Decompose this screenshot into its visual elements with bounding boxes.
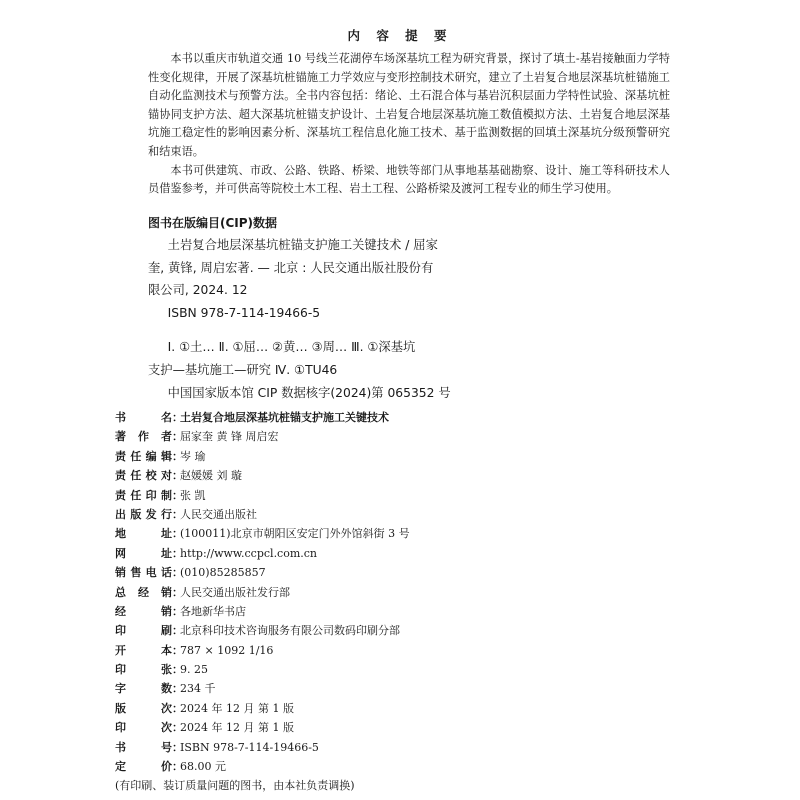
info-label: 网址	[115, 546, 172, 560]
info-row	[115, 427, 715, 446]
info-row	[115, 718, 715, 737]
info-label: 销售电话	[115, 566, 172, 580]
info-label: 著作者	[115, 430, 172, 444]
info-label: 定价	[115, 760, 172, 774]
summary-title: 内 容 提 要	[347, 28, 453, 43]
cip-line: 土岩复合地层深基坑桩锚支护施工关键技术 / 屈家	[167, 238, 438, 252]
info-colon: ：	[172, 721, 183, 735]
info-label: 责任校对	[115, 469, 172, 483]
info-label: 书号	[115, 740, 172, 754]
info-row	[115, 583, 715, 602]
info-label: 印次	[115, 721, 172, 735]
info-colon: ：	[172, 760, 183, 774]
info-colon: ：	[172, 624, 183, 638]
info-row	[115, 408, 715, 427]
info-row	[115, 447, 715, 466]
info-value: 人民交通出版社	[180, 507, 257, 521]
info-label: 字数	[115, 682, 172, 696]
info-label: 版次	[115, 701, 172, 715]
info-colon: ：	[172, 643, 183, 657]
info-label: 开本	[115, 643, 172, 657]
quality-note: (有印刷、装订质量问题的图书，由本社负责调换)	[115, 779, 355, 793]
info-row	[115, 660, 715, 679]
info-label: 书名	[115, 411, 172, 424]
info-row	[115, 486, 715, 505]
info-value: 人民交通出版社发行部	[180, 585, 290, 599]
info-colon: ：	[172, 527, 183, 541]
info-row	[115, 544, 715, 563]
info-row	[115, 641, 715, 660]
info-colon: ：	[172, 663, 183, 677]
info-row	[115, 699, 715, 718]
info-value: 张 凯	[180, 488, 206, 502]
info-colon: ：	[172, 740, 183, 754]
info-label: 出版发行	[115, 507, 172, 521]
info-colon: ：	[172, 682, 183, 696]
summary-paragraph: 本书可供建筑、市政、公路、铁路、桥梁、地铁等部门从事地基基础勘察、设计、施工等科研技术人员借鉴参考，并可供高等院校土木工程、岩土工程、公路桥梁及渡河工程专业的师生学习使用。	[148, 163, 670, 196]
summary-text	[148, 50, 670, 199]
info-row	[115, 466, 715, 485]
info-colon: ：	[172, 469, 183, 483]
publication-info	[115, 408, 715, 796]
info-row	[115, 524, 715, 543]
info-label: 印张	[115, 663, 172, 677]
info-colon: ：	[172, 566, 183, 580]
info-value: 屈家奎 黄 锋 周启宏	[180, 430, 279, 444]
info-row	[115, 621, 715, 640]
info-value: 北京科印技术咨询服务有限公司数码印刷分部	[180, 624, 400, 638]
info-colon: ：	[172, 507, 183, 521]
info-value: 各地新华书店	[180, 604, 246, 618]
info-label: 责任编辑	[115, 449, 172, 463]
info-value: (100011)北京市朝阳区安定门外外馆斜街 3 号	[180, 527, 410, 541]
info-row	[115, 563, 715, 582]
info-value: 赵媛媛 刘 璇	[180, 469, 242, 483]
info-value: http://www.ccpcl.com.cn	[180, 546, 318, 560]
info-row	[115, 738, 715, 757]
info-label: 印刷	[115, 624, 172, 638]
info-colon: ：	[172, 449, 183, 463]
info-value: 2024 年 12 月 第 1 版	[180, 721, 294, 735]
cip-line: 奎, 黄锋, 周启宏著. — 北京 : 人民交通出版社股份有	[148, 260, 434, 275]
cip-spacer	[148, 324, 478, 336]
info-label: 总经销	[115, 585, 172, 599]
cip-line: 限公司, 2024. 12	[148, 283, 248, 298]
info-row	[115, 602, 715, 621]
info-colon: ：	[172, 488, 183, 502]
info-row	[115, 679, 715, 698]
info-colon: ：	[172, 546, 183, 560]
info-value: 787 × 1092 1/16	[180, 643, 274, 657]
info-colon: ：	[172, 585, 183, 599]
info-colon: ：	[172, 701, 183, 715]
info-colon: ：	[172, 430, 183, 444]
info-value: ISBN 978-7-114-19466-5	[180, 740, 319, 754]
info-value: 2024 年 12 月 第 1 版	[180, 701, 294, 715]
info-label: 经销	[115, 604, 172, 618]
info-colon: ：	[172, 604, 183, 618]
info-row	[115, 505, 715, 524]
info-value: (010)85285857	[180, 566, 266, 580]
summary-paragraph: 本书以重庆市轨道交通 10 号线兰花湖停车场深基坑工程为研究背景，探讨了填土-基岩接触面力学特性变化规律，开展了深基坑桩锚施工力学效应与变形控制技术研究，建立了土岩复合地层深基坑桩锚施工自动化监测技术与预警方法。全书内容包括：绪论、土石混合体与基岩沉积层面力学特性试验、深基坑桩锚协同支护方法、超大深基坑桩锚支护设计、土岩复合地层深基坑施工数值模拟方法、土岩复合地层深基坑施工稳定性的影响因素分析、深基坑工程信息化施工技术、基于监测数据的回填土深基坑分级预警研究和结束语。	[148, 52, 670, 158]
info-value: 68.00 元	[180, 760, 226, 774]
info-colon: ：	[172, 411, 183, 424]
info-label: 地址	[115, 527, 172, 541]
info-value: 9. 25	[180, 663, 208, 677]
cip-record	[148, 234, 478, 404]
info-label: 责任印制	[115, 488, 172, 502]
info-row	[115, 757, 715, 776]
cip-line: 支护—基坑施工—研究 Ⅳ. ①TU46	[148, 362, 338, 377]
cip-heading: 图书在版编目(CIP)数据	[148, 216, 278, 230]
cip-number: 中国国家版本馆 CIP 数据核字(2024)第 065352 号	[167, 385, 451, 400]
info-value: 岑 瑜	[180, 449, 206, 463]
info-value: 土岩复合地层深基坑桩锚支护施工关键技术	[180, 411, 389, 424]
cip-isbn: ISBN 978-7-114-19466-5	[167, 305, 321, 320]
cip-line: Ⅰ. ①土… Ⅱ. ①屈… ②黄… ③周… Ⅲ. ①深基坑	[167, 340, 416, 355]
info-value: 234 千	[180, 682, 216, 696]
